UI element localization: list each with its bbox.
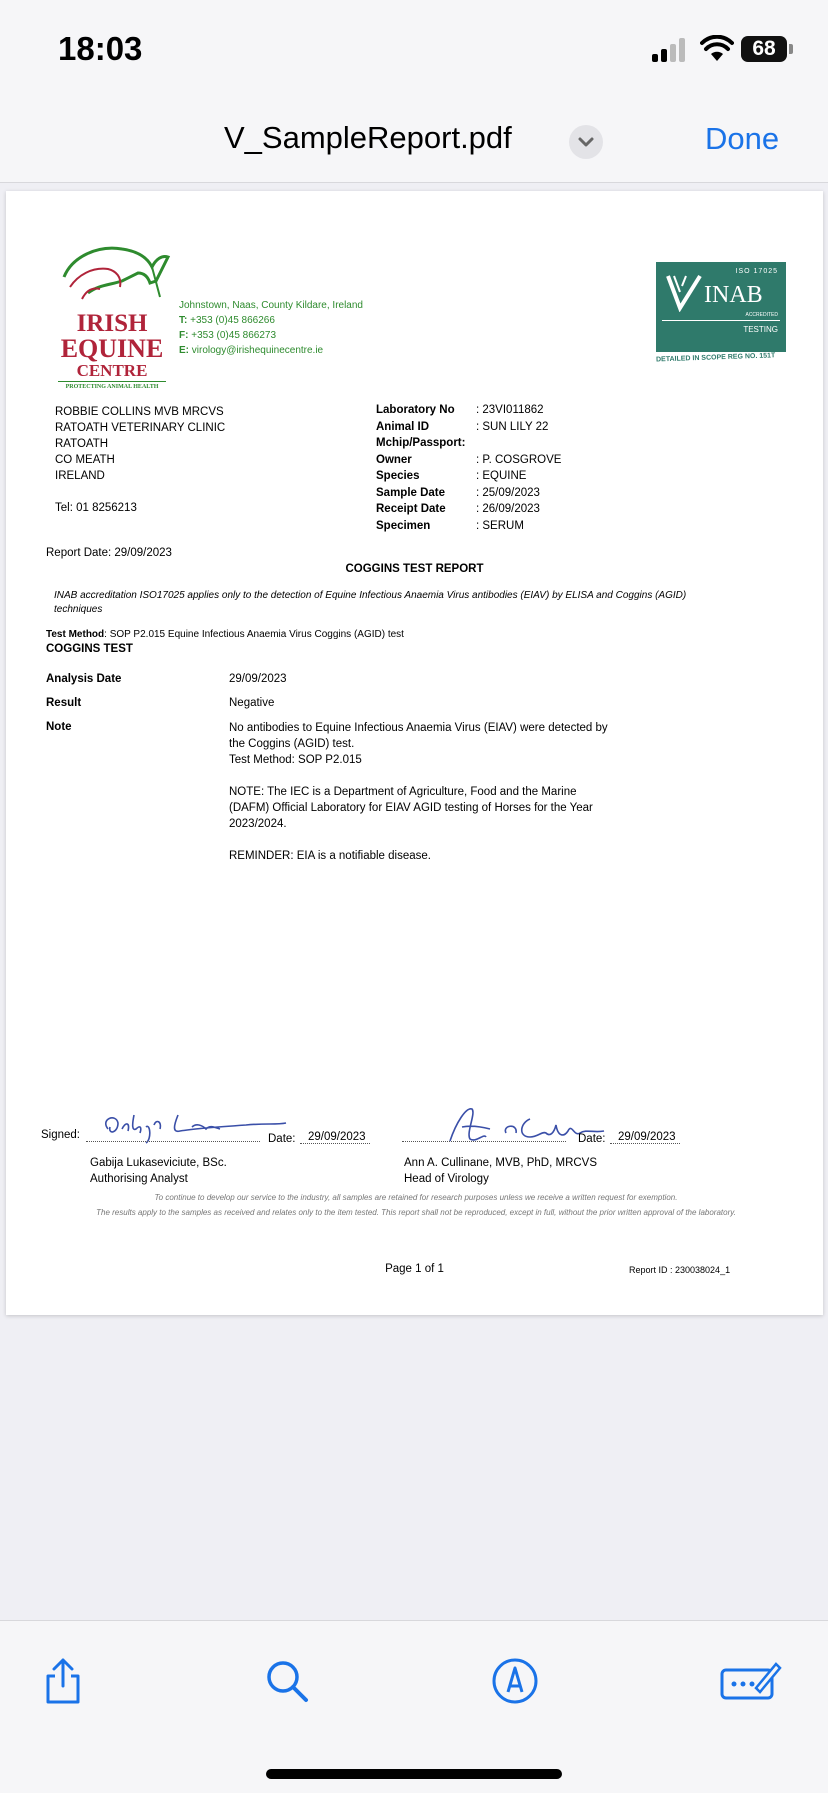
date-label-1: Date: (268, 1133, 296, 1145)
inab-reg-no: DETAILED IN SCOPE REG NO. 151T (655, 352, 776, 364)
test-method-label: Test Method (46, 629, 105, 640)
wifi-icon (700, 35, 734, 63)
lab-key: Receipt Date (376, 503, 446, 515)
signed-label: Signed: (41, 1129, 81, 1141)
lab-value: : EQUINE (476, 470, 527, 482)
lab-row (376, 437, 561, 454)
inab-mark-icon (664, 272, 704, 312)
home-indicator[interactable] (266, 1769, 562, 1779)
inab-accreditation-logo (656, 262, 786, 352)
tel-value: +353 (0)45 866266 (190, 315, 275, 326)
form-fill-icon[interactable] (718, 1656, 782, 1706)
test-method (46, 629, 404, 640)
note-line: (DAFM) Official Laboratory for EIAV AGID testing of Horses for the Year (229, 802, 593, 814)
inab-testing: TESTING (743, 325, 778, 334)
note-line: No antibodies to Equine Infectious Anaemia Virus (EIAV) were detected by (229, 722, 608, 734)
logo-line-equine: EQUINE (60, 334, 164, 363)
pdf-page[interactable] (6, 191, 823, 1315)
lab-row (376, 404, 561, 421)
signer1-name: Gabija Lukaseviciute, BSc. (90, 1157, 227, 1169)
client-line: IRELAND (55, 470, 105, 482)
analysis-date-value: 29/09/2023 (229, 673, 287, 685)
status-bar (0, 0, 828, 100)
signer2-name: Ann A. Cullinane, MVB, PhD, MRCVS (404, 1157, 598, 1169)
bottom-toolbar (0, 1620, 828, 1793)
logo-line-irish: IRISH (76, 310, 148, 337)
footnote-retention: To continue to develop our service to the industry, all samples are retained for research purposes unless we receive a written request for exemption. (154, 1193, 678, 1202)
nav-bar (0, 100, 828, 183)
client-line: ROBBIE COLLINS MVB MRCVS (55, 406, 224, 418)
lab-row (376, 454, 561, 471)
client-line: RATOATH VETERINARY CLINIC (55, 422, 226, 434)
note-label: Note (46, 721, 72, 733)
lab-row (376, 520, 561, 537)
done-button[interactable]: Done (705, 121, 780, 156)
inab-iso: ISO 17025 (735, 268, 778, 275)
lab-key: Laboratory No (376, 404, 455, 416)
client-line: CO MEATH (55, 454, 115, 466)
irish-equine-centre-logo (52, 237, 172, 397)
footnote-results: The results apply to the samples as received and relates only to the item tested. This report shall not be reproduced, except in full, without the prior written approval of the laboratory. (96, 1208, 736, 1217)
title-menu-button[interactable] (569, 125, 603, 159)
signature-line-1 (86, 1141, 260, 1142)
lab-key: Specimen (376, 519, 431, 532)
report-title: COGGINS TEST REPORT (345, 563, 484, 575)
page-number: Page 1 of 1 (385, 1263, 444, 1275)
lab-key: Mchip/Passport: (376, 437, 466, 449)
client-address (55, 404, 225, 516)
lab-row (376, 470, 561, 487)
status-time: 18:03 (58, 30, 143, 67)
lab-value: : SERUM (476, 519, 524, 532)
report-date: Report Date: 29/09/2023 (46, 547, 172, 559)
note-line: REMINDER: EIA is a notifiable disease. (229, 850, 431, 862)
client-line: RATOATH (55, 438, 109, 450)
lab-row (376, 487, 561, 504)
logo-line-centre: CENTRE (76, 361, 148, 380)
markup-icon[interactable] (490, 1656, 540, 1706)
share-icon[interactable] (38, 1656, 88, 1706)
report-id: Report ID : 230038024_1 (629, 1265, 731, 1275)
result-label: Result (46, 697, 82, 709)
inab-accredited: ACCREDITED (745, 312, 778, 318)
battery-icon: 68 (741, 36, 787, 62)
lab-value: : SUN LILY 22 (476, 420, 549, 433)
lab-value: : 23VI011862 (476, 404, 544, 416)
note-line: 2023/2024. (229, 818, 287, 830)
lab-key: Sample Date (376, 486, 446, 499)
signature-line-2 (402, 1141, 566, 1142)
chevron-down-icon (569, 125, 603, 159)
inab-divider (662, 320, 780, 321)
fax-label: F: (179, 330, 189, 341)
note-line: the Coggins (AGID) test. (229, 738, 355, 750)
date-label-2: Date: (578, 1133, 606, 1145)
accreditation-note: INAB accreditation ISO17025 applies only to the detection of Equine Infectious Anaemia Virus antibodies (EIAV) by ELISA and Coggins (AGID) techniques (54, 590, 687, 615)
date-line-2 (610, 1143, 680, 1144)
client-tel: Tel: 01 8256213 (55, 502, 137, 514)
logo-tagline: PROTECTING ANIMAL HEALTH (65, 384, 159, 390)
document-title[interactable]: V_SampleReport.pdf (224, 120, 512, 155)
tel-label: T: (179, 315, 188, 326)
note-text (229, 720, 649, 864)
lab-key: Animal ID (376, 420, 430, 433)
cellular-signal-icon (652, 38, 692, 62)
date-line-1 (300, 1143, 370, 1144)
analysis-date-label: Analysis Date (46, 673, 122, 685)
result-value: Negative (229, 697, 275, 709)
logo-divider (58, 381, 166, 382)
lab-key: Owner (376, 453, 412, 466)
battery-tip (789, 44, 793, 54)
sign-date-1: 29/09/2023 (308, 1131, 366, 1143)
lab-details (376, 404, 561, 536)
email-value: virology@irishequinecentre.ie (191, 345, 324, 356)
signer2-role: Head of Virology (404, 1173, 489, 1185)
lab-value: : P. COSGROVE (476, 453, 562, 466)
lab-key: Species (376, 470, 420, 482)
lab-row (376, 503, 561, 520)
test-method-value: : SOP P2.015 Equine Infectious Anaemia Virus Coggins (AGID) test (104, 629, 404, 640)
horse-logo-icon (52, 237, 172, 307)
section-heading: COGGINS TEST (46, 643, 133, 655)
search-icon[interactable] (262, 1656, 312, 1706)
lab-row (376, 421, 561, 438)
lab-value: : 26/09/2023 (476, 503, 540, 515)
lab-address (179, 298, 363, 358)
lab-value: : 25/09/2023 (476, 486, 540, 499)
note-line: Test Method: SOP P2.015 (229, 754, 362, 766)
email-label: E: (179, 345, 189, 356)
address-street: Johnstown, Naas, County Kildare, Ireland (179, 300, 363, 311)
inab-name: INAB (704, 282, 763, 308)
note-line: NOTE: The IEC is a Department of Agriculture, Food and the Marine (229, 786, 577, 798)
fax-value: +353 (0)45 866273 (191, 330, 277, 341)
signer1-role: Authorising Analyst (90, 1173, 188, 1185)
sign-date-2: 29/09/2023 (618, 1131, 676, 1143)
